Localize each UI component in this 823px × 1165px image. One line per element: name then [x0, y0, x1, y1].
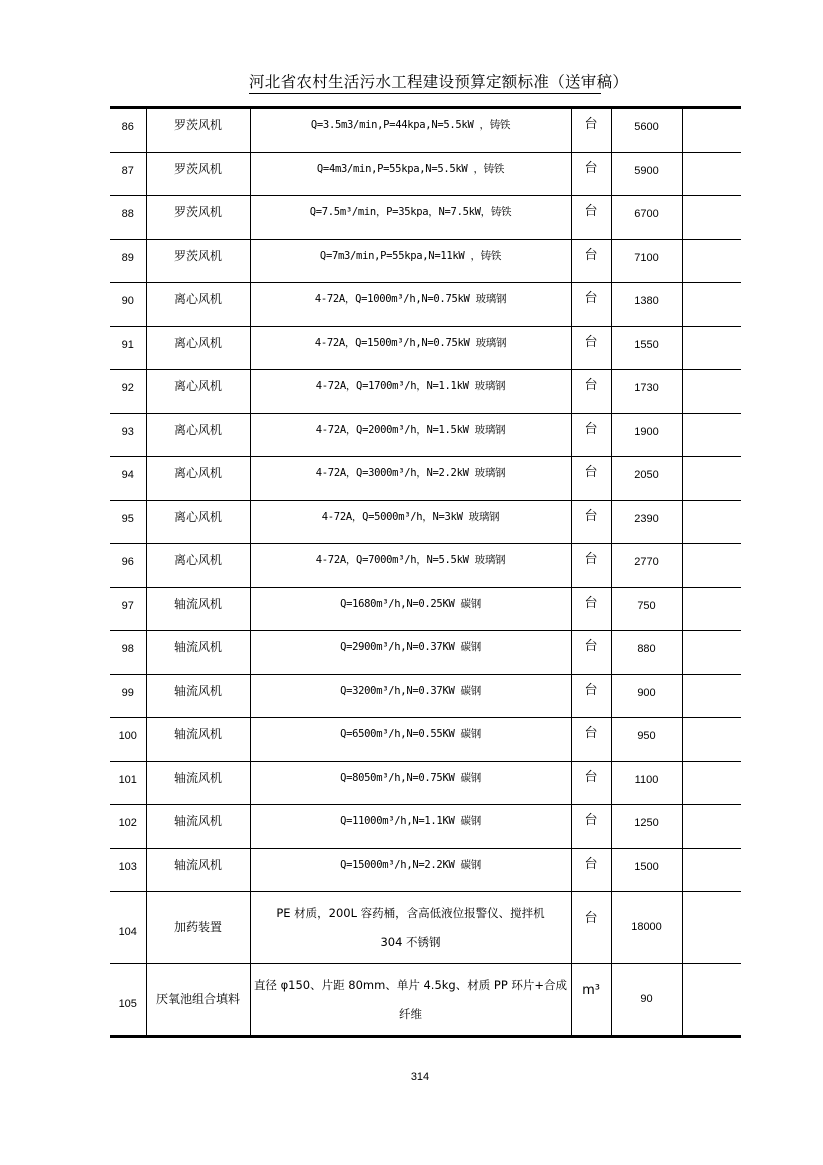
spec-cell: [250, 587, 571, 631]
cell-text: Q=7m3/min,P=55kpa,N=11kW ，铸铁: [319, 249, 502, 262]
cell-text: 轴流风机: [173, 640, 222, 654]
cell-text: 93: [121, 425, 134, 438]
table-row: [110, 413, 741, 457]
note-cell: [682, 718, 741, 762]
cell-text: 103: [118, 860, 137, 873]
cell-text: [683, 544, 742, 552]
cell-text: 罗茨风机: [173, 161, 222, 176]
note-cell: [682, 152, 741, 196]
cell-text: [683, 762, 742, 770]
price-cell: [611, 500, 682, 544]
row-number-cell: [110, 500, 146, 544]
cell-text: 轴流风机: [173, 683, 222, 698]
spec-cell: [250, 196, 571, 240]
row-number-cell: [110, 761, 146, 805]
cell-text: 台: [584, 204, 598, 219]
cell-text: 105: [118, 998, 137, 1010]
spec-cell: [250, 239, 571, 283]
cell-text: 95: [121, 512, 134, 525]
note-cell: [682, 674, 741, 718]
spec-cell: [250, 848, 571, 892]
row-number-cell: [110, 964, 146, 1037]
cell-text: [683, 153, 742, 161]
item-name-cell: [146, 718, 250, 762]
note-cell: [682, 283, 741, 327]
spec-cell: [250, 892, 571, 964]
cell-text: 2050: [634, 469, 659, 481]
unit-cell: [571, 761, 611, 805]
cell-text: 750: [637, 599, 656, 612]
price-cell: [611, 674, 682, 718]
unit-cell: [571, 631, 611, 675]
cell-text: 4-72A，Q=1000m³/h,N=0.75kW 玻璃钢: [314, 293, 507, 305]
cell-text: [683, 240, 742, 248]
price-cell: [611, 631, 682, 675]
note-cell: [682, 631, 741, 675]
cell-text: 离心风机: [173, 466, 222, 480]
item-name-cell: [146, 587, 250, 631]
note-cell: [682, 108, 741, 153]
unit-cell: [571, 413, 611, 457]
cell-text: 18000: [631, 921, 662, 933]
cell-text: 离心风机: [173, 335, 222, 350]
cell-text: Q=4m3/min,P=55kpa,N=5.5kW ，铸铁: [316, 162, 505, 175]
table-row: [110, 587, 741, 631]
cell-text: 台: [584, 552, 598, 567]
cell-text: [683, 457, 742, 465]
spec-cell: [250, 370, 571, 414]
row-number-cell: [110, 196, 146, 240]
item-name-cell: [146, 500, 250, 544]
price-cell: [611, 892, 682, 964]
table-row: [110, 370, 741, 414]
spec-line-2: 纤维: [399, 1006, 422, 1021]
price-cell: [611, 152, 682, 196]
cell-text: 89: [121, 251, 134, 264]
item-name-cell: [146, 196, 250, 240]
cell-text: 台: [584, 421, 598, 437]
cell-text: 88: [121, 208, 134, 220]
spec-line-1: 直径 φ150、片距 80mm、单片 4.5kg、材质 PP 环片+合成: [253, 977, 568, 992]
cell-text: 99: [121, 686, 134, 699]
price-cell: [611, 108, 682, 153]
item-name-cell: [146, 674, 250, 718]
cell-text: 880: [637, 643, 656, 655]
cell-text: 104: [118, 926, 137, 938]
cell-text: 台: [584, 334, 598, 350]
price-cell: [611, 587, 682, 631]
unit-cell: [571, 718, 611, 762]
cell-text: [683, 327, 742, 335]
note-cell: [682, 196, 741, 240]
price-cell: [611, 196, 682, 240]
page-number: 314: [410, 1071, 430, 1083]
unit-cell: [571, 370, 611, 414]
unit-cell: [571, 674, 611, 718]
table-row: [110, 805, 741, 849]
cell-text: 86: [121, 121, 134, 133]
cell-text: 台: [584, 160, 598, 176]
cell-text: 900: [637, 686, 656, 699]
row-number-cell: [110, 587, 146, 631]
cell-text: [683, 370, 742, 378]
cell-text: 91: [121, 338, 134, 351]
item-name-cell: [146, 892, 250, 964]
price-cell: [611, 848, 682, 892]
equipment-price-table: [110, 106, 741, 1038]
cell-text: 台: [584, 595, 598, 611]
price-cell: [611, 544, 682, 588]
cell-text: [683, 805, 742, 813]
row-number-cell: [110, 283, 146, 327]
item-name-cell: [146, 761, 250, 805]
cell-text: 4-72A，Q=2000m³/h，N=1.5kW 玻璃钢: [315, 423, 506, 436]
spec-cell: [250, 761, 571, 805]
spec-line-1: PE 材质，200L 容药桶，含高低液位报警仪、搅拌机: [276, 905, 545, 920]
cell-text: 离心风机: [173, 422, 222, 437]
item-name-cell: [146, 964, 250, 1037]
cell-text: 4-72A，Q=3000m³/h，N=2.2kW 玻璃钢: [315, 467, 506, 479]
cell-text: 94: [121, 469, 134, 481]
cell-text: [683, 675, 742, 683]
item-name-cell: [146, 544, 250, 588]
cell-text: 轴流风机: [173, 814, 222, 828]
cell-text: 1730: [634, 382, 659, 394]
spec-cell: [250, 283, 571, 327]
spec-cell: [250, 718, 571, 762]
note-cell: [682, 587, 741, 631]
item-name-cell: [146, 108, 250, 153]
cell-text: 96: [121, 556, 134, 568]
table-row: [110, 500, 741, 544]
table-row: [110, 674, 741, 718]
row-number-cell: [110, 848, 146, 892]
cell-text: 台: [584, 911, 598, 926]
item-name-cell: [146, 805, 250, 849]
spec-line-2: 304 不锈钢: [380, 934, 441, 949]
note-cell: [682, 370, 741, 414]
cell-text: [683, 631, 742, 639]
price-cell: [611, 718, 682, 762]
cell-text: 轴流风机: [173, 770, 222, 785]
price-cell: [611, 964, 682, 1037]
cell-text: 97: [121, 599, 134, 612]
table-row: [110, 239, 741, 283]
unit-cell: [571, 805, 611, 849]
cell-text: 台: [584, 682, 598, 698]
table-row: [110, 761, 741, 805]
row-number-cell: [110, 108, 146, 153]
item-name-cell: [146, 283, 250, 327]
cell-text: Q=7.5m³/min，P=35kpa，N=7.5kW，铸铁: [309, 206, 512, 218]
note-cell: [682, 457, 741, 501]
note-cell: [682, 805, 741, 849]
row-number-cell: [110, 892, 146, 964]
cell-text: 2770: [634, 556, 659, 568]
cell-text: 1900: [634, 425, 659, 438]
unit-cell: [571, 848, 611, 892]
row-number-cell: [110, 370, 146, 414]
row-number-cell: [110, 674, 146, 718]
row-number-cell: [110, 631, 146, 675]
cell-text: 1380: [634, 295, 659, 307]
cell-text: 90: [121, 295, 134, 307]
spec-cell: [250, 326, 571, 370]
cell-text: [683, 849, 742, 857]
cell-text: 90: [640, 993, 653, 1005]
unit-cell: [571, 457, 611, 501]
row-number-cell: [110, 326, 146, 370]
price-cell: [611, 805, 682, 849]
table-row: [110, 718, 741, 762]
table-row: [110, 152, 741, 196]
cell-text: 1100: [634, 773, 659, 786]
cell-text: 4-72A，Q=5000m³/h，N=3kW 玻璃钢: [321, 510, 500, 523]
item-name-cell: [146, 457, 250, 501]
spec-cell: [250, 805, 571, 849]
cell-text: Q=3200m³/h,N=0.37KW 碳钢: [340, 684, 481, 697]
cell-text: Q=15000m³/h,N=2.2KW 碳钢: [340, 858, 481, 871]
row-number-cell: [110, 152, 146, 196]
spec-cell: [250, 413, 571, 457]
unit-cell: [571, 152, 611, 196]
table-row: [110, 964, 741, 1037]
price-cell: [611, 370, 682, 414]
cell-text: 轴流风机: [173, 727, 222, 741]
cell-text: 87: [121, 164, 134, 177]
cell-text: 4-72A，Q=1700m³/h，N=1.1kW 玻璃钢: [315, 380, 506, 392]
cell-text: [683, 414, 742, 422]
note-cell: [682, 239, 741, 283]
cell-text: [683, 196, 742, 204]
spec-cell: [250, 500, 571, 544]
cell-text: 台: [584, 291, 598, 306]
table-row: [110, 283, 741, 327]
cell-text: 台: [584, 639, 598, 654]
unit-cell: [571, 326, 611, 370]
cell-text: [683, 501, 742, 509]
cell-text: 台: [584, 856, 598, 872]
cell-text: [683, 718, 742, 726]
price-cell: [611, 239, 682, 283]
cell-text: 罗茨风机: [173, 118, 222, 132]
cell-text: 101: [118, 773, 137, 786]
cell-text: Q=11000m³/h,N=1.1KW 碳钢: [340, 815, 481, 827]
cell-text: 轴流风机: [173, 857, 222, 872]
cell-text: 7100: [634, 251, 659, 264]
cell-text: Q=3.5m3/min,P=44kpa,N=5.5kW ，铸铁: [310, 119, 511, 131]
table-row: [110, 457, 741, 501]
cell-text: Q=1680m³/h,N=0.25KW 碳钢: [340, 597, 481, 610]
cell-text: 台: [584, 726, 598, 741]
item-name-cell: [146, 413, 250, 457]
cell-text: 5900: [634, 164, 659, 177]
cell-text: 离心风机: [173, 292, 222, 306]
table-row: [110, 326, 741, 370]
cell-text: 台: [584, 117, 598, 132]
unit-cell: [571, 239, 611, 283]
unit-cell: [571, 196, 611, 240]
cell-text: 台: [584, 465, 598, 480]
unit-cell: [571, 544, 611, 588]
cell-text: Q=6500m³/h,N=0.55KW 碳钢: [340, 728, 481, 740]
cell-text: 6700: [634, 208, 659, 220]
cell-text: 1250: [634, 817, 659, 829]
cell-text: [683, 588, 742, 596]
spec-cell: [250, 152, 571, 196]
row-number-cell: [110, 544, 146, 588]
item-name-cell: [146, 631, 250, 675]
cell-text: 98: [121, 643, 134, 655]
cell-text: 1550: [634, 338, 659, 351]
note-cell: [682, 964, 741, 1037]
document-title: 河北省农村生活污水工程建设预算定额标准（送审稿）: [249, 73, 601, 94]
spec-cell: [250, 964, 571, 1037]
cell-text: 离心风机: [173, 553, 222, 567]
price-cell: [611, 457, 682, 501]
table-row: [110, 892, 741, 964]
price-cell: [611, 326, 682, 370]
cell-text: 2390: [634, 512, 659, 525]
cell-text: Q=2900m³/h,N=0.37KW 碳钢: [340, 641, 481, 653]
item-name-cell: [146, 152, 250, 196]
note-cell: [682, 892, 741, 964]
cell-text: 1500: [634, 860, 659, 873]
table-row: [110, 196, 741, 240]
cell-text: 台: [584, 769, 598, 785]
table-row: [110, 848, 741, 892]
row-number-cell: [110, 718, 146, 762]
item-name-cell: [146, 848, 250, 892]
note-cell: [682, 326, 741, 370]
price-cell: [611, 283, 682, 327]
unit-cell: [571, 500, 611, 544]
cell-text: 台: [584, 508, 598, 524]
cell-text: 离心风机: [173, 509, 222, 524]
unit-cell: [571, 587, 611, 631]
note-cell: [682, 544, 741, 588]
spec-cell: [250, 674, 571, 718]
row-number-cell: [110, 805, 146, 849]
note-cell: [682, 413, 741, 457]
cell-text: 厌氧池组合填料: [155, 992, 240, 1006]
cell-text: 100: [118, 730, 137, 742]
cell-text: 4-72A，Q=1500m³/h,N=0.75kW 玻璃钢: [314, 336, 507, 349]
unit-cell: [571, 283, 611, 327]
cell-text: Q=8050m³/h,N=0.75KW 碳钢: [340, 771, 481, 784]
cell-text: 加药装置: [173, 920, 222, 934]
cell-text: 4-72A，Q=7000m³/h，N=5.5kW 玻璃钢: [315, 554, 506, 566]
cell-text: [683, 283, 742, 291]
spec-cell: [250, 457, 571, 501]
note-cell: [682, 500, 741, 544]
row-number-cell: [110, 457, 146, 501]
cell-text: 5600: [634, 121, 659, 133]
table-row: [110, 108, 741, 153]
table-row: [110, 544, 741, 588]
cell-text: 轴流风机: [173, 596, 222, 611]
row-number-cell: [110, 413, 146, 457]
row-number-cell: [110, 239, 146, 283]
spec-cell: [250, 108, 571, 153]
cell-text: 950: [637, 730, 656, 742]
spec-cell: [250, 544, 571, 588]
cell-text: 台: [584, 813, 598, 828]
unit-cell: [571, 892, 611, 964]
unit-cell: [571, 964, 611, 1037]
cell-text: 离心风机: [173, 379, 222, 393]
cell-text: [683, 109, 742, 117]
item-name-cell: [146, 370, 250, 414]
cell-text: 92: [121, 382, 134, 394]
cell-text: 台: [584, 247, 598, 263]
note-cell: [682, 848, 741, 892]
item-name-cell: [146, 326, 250, 370]
cell-text: 罗茨风机: [173, 205, 222, 219]
price-cell: [611, 761, 682, 805]
unit-cell: [571, 108, 611, 153]
price-cell: [611, 413, 682, 457]
table-row: [110, 631, 741, 675]
cell-text: 102: [118, 817, 137, 829]
item-name-cell: [146, 239, 250, 283]
spec-cell: [250, 631, 571, 675]
cell-text: m³: [582, 983, 600, 998]
cell-text: 罗茨风机: [173, 248, 222, 263]
cell-text: 台: [584, 378, 598, 393]
note-cell: [682, 761, 741, 805]
